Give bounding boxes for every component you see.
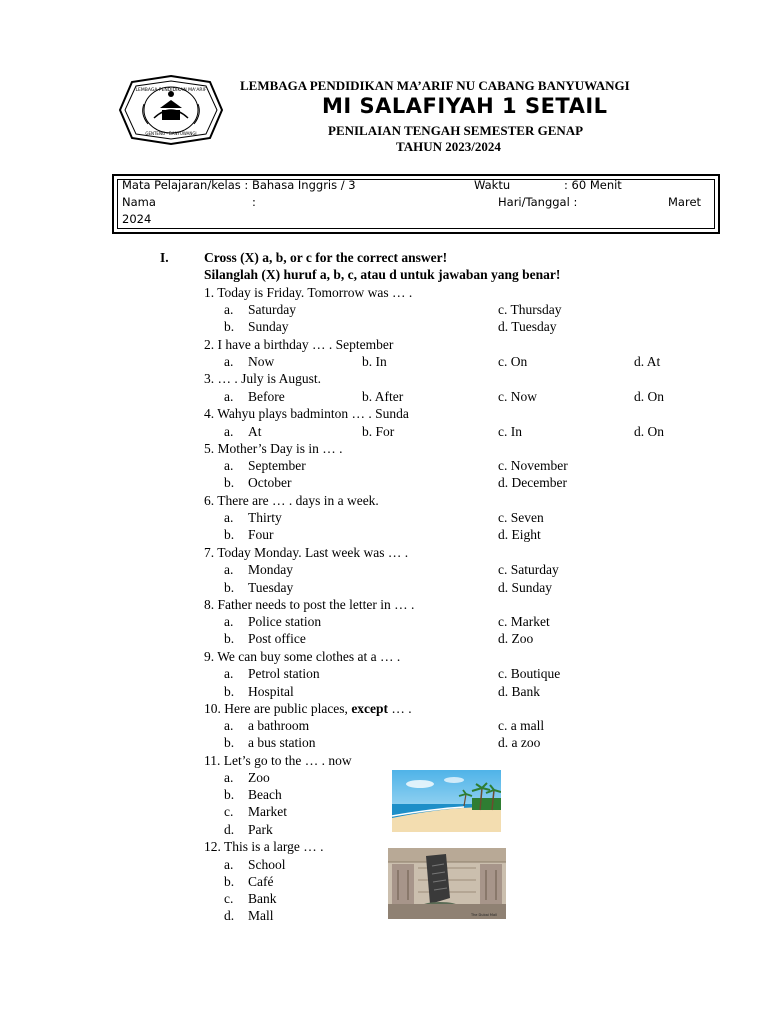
option-11c: c. Market xyxy=(224,804,287,819)
option-1d: d. Tuesday xyxy=(498,319,557,334)
question-12: 12. This is a large … . xyxy=(204,839,324,854)
question-4: 4. Wahyu plays badminton … . Sunda xyxy=(204,406,409,421)
svg-text:LEMBAGA PENDIDIKAN MA'ARIF: LEMBAGA PENDIDIKAN MA'ARIF xyxy=(135,88,207,93)
option-8d: d. Zoo xyxy=(498,631,534,646)
question-10: 10. Here are public places, except … . xyxy=(204,701,412,716)
option-6c: c. Seven xyxy=(498,510,544,525)
option-12c: c. Bank xyxy=(224,891,277,906)
institution-name: LEMBAGA PENDIDIKAN MA’ARIF NU CABANG BANYUWANGI xyxy=(240,78,630,93)
option-5b: b. October xyxy=(224,475,292,490)
option-9a: a. Petrol station xyxy=(224,666,320,681)
date-label: Hari/Tanggal : xyxy=(498,195,578,209)
option-7c: c. Saturday xyxy=(498,562,559,577)
date-month: Maret xyxy=(668,195,702,209)
option-6b: b. Four xyxy=(224,527,274,542)
option-7b: b. Tuesday xyxy=(224,580,294,595)
option-5c: c. November xyxy=(498,458,568,473)
option-8b: b. Post office xyxy=(224,631,306,646)
option-8a: a. Police station xyxy=(224,614,322,629)
date-year: 2024 xyxy=(122,212,152,226)
option-4c: c. In xyxy=(498,424,522,439)
exam-info-box xyxy=(112,174,720,234)
option-4a: a. At xyxy=(224,424,262,439)
section-number: I. xyxy=(160,250,169,265)
question-7: 7. Today Monday. Last week was … . xyxy=(204,545,409,560)
instruction-english: Cross (X) a, b, or c for the correct answer! xyxy=(204,250,448,265)
question-9: 9. We can buy some clothes at a … . xyxy=(204,649,401,664)
option-1a: a. Saturday xyxy=(224,302,296,317)
option-10a: a. a bathroom xyxy=(224,718,310,733)
option-11b: b. Beach xyxy=(224,787,282,802)
subject-class: Mata Pelajaran/kelas : Bahasa Inggris / 3 xyxy=(122,178,356,192)
option-3b: b. After xyxy=(362,389,404,404)
option-3d: d. On xyxy=(634,389,664,404)
academic-year: TAHUN 2023/2024 xyxy=(396,139,501,154)
option-3a: a. Before xyxy=(224,389,285,404)
option-1c: c. Thursday xyxy=(498,302,562,317)
option-2b: b. In xyxy=(362,354,387,369)
question-11: 11. Let’s go to the … . now xyxy=(204,753,352,768)
option-5d: d. December xyxy=(498,475,567,490)
name-label: Nama xyxy=(122,195,156,209)
question-1: 1. Today is Friday. Tomorrow was … . xyxy=(204,285,413,300)
school-emblem-icon xyxy=(118,74,224,146)
option-6a: a. Thirty xyxy=(224,510,282,525)
option-7a: a. Monday xyxy=(224,562,293,577)
option-2d: d. At xyxy=(634,354,661,369)
question-8: 8. Father needs to post the letter in … . xyxy=(204,597,415,612)
option-9c: c. Boutique xyxy=(498,666,561,681)
svg-text:GENTENG - BANYUWANGI: GENTENG - BANYUWANGI xyxy=(145,131,197,136)
mall-picture xyxy=(388,848,506,919)
option-7d: d. Sunday xyxy=(498,580,552,595)
time-value: : 60 Menit xyxy=(564,178,622,192)
question-6: 6. There are … . days in a week. xyxy=(204,493,379,508)
name-colon: : xyxy=(252,195,256,209)
option-4b: b. For xyxy=(362,424,395,439)
option-11a: a. Zoo xyxy=(224,770,270,785)
mall-caption: The Dubai Mall xyxy=(470,913,498,917)
option-1b: b. Sunday xyxy=(224,319,289,334)
option-4d: d. On xyxy=(634,424,664,439)
beach-picture xyxy=(392,770,501,832)
question-2: 2. I have a birthday … . September xyxy=(204,337,394,352)
exam-title: PENILAIAN TENGAH SEMESTER GENAP xyxy=(328,123,584,138)
option-10c: c. a mall xyxy=(498,718,545,733)
school-name: MI SALAFIYAH 1 SETAIL xyxy=(322,94,608,118)
time-label: Waktu xyxy=(474,178,511,192)
option-12a: a. School xyxy=(224,857,286,872)
option-12d: d. Mall xyxy=(224,908,274,923)
question-5: 5. Mother’s Day is in … . xyxy=(204,441,343,456)
option-10b: b. a bus station xyxy=(224,735,316,750)
option-2c: c. On xyxy=(498,354,528,369)
option-3c: c. Now xyxy=(498,389,537,404)
option-9d: d. Bank xyxy=(498,684,540,699)
option-2a: a. Now xyxy=(224,354,275,369)
question-3: 3. … . July is August. xyxy=(204,371,322,386)
option-5a: a. September xyxy=(224,458,306,473)
option-10d: d. a zoo xyxy=(498,735,541,750)
option-6d: d. Eight xyxy=(498,527,541,542)
option-9b: b. Hospital xyxy=(224,684,294,699)
option-11d: d. Park xyxy=(224,822,273,837)
option-12b: b. Café xyxy=(224,874,274,889)
instruction-indonesian: Silanglah (X) huruf a, b, c, atau d untuk jawaban yang benar! xyxy=(204,267,561,282)
option-8c: c. Market xyxy=(498,614,550,629)
